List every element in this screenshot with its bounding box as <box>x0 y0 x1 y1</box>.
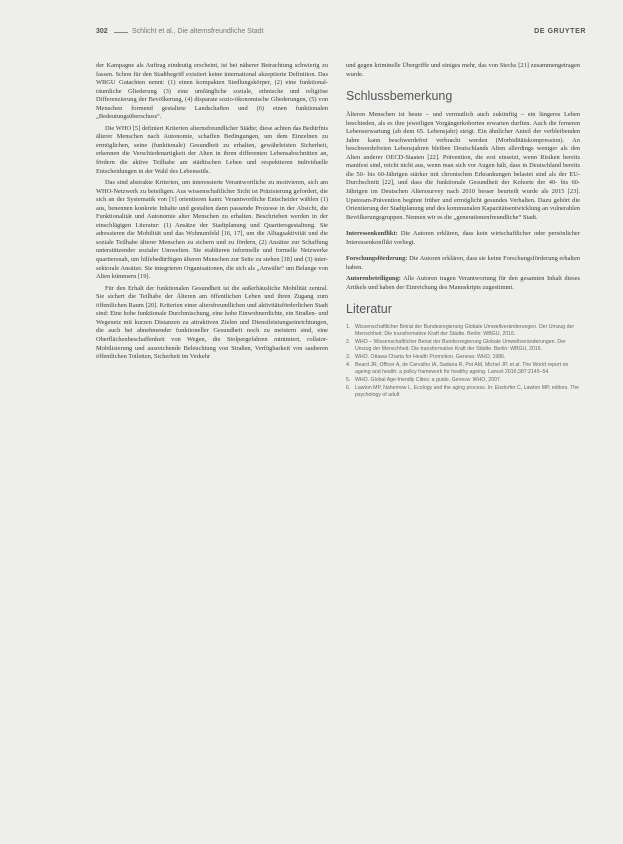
running-header <box>96 28 586 42</box>
reference-number: 6. <box>346 384 351 391</box>
declaration-label: Forschungsförderung: <box>346 255 408 263</box>
declaration-label: Interessenkonflikt: <box>346 230 398 238</box>
reference-number: 5. <box>346 376 351 383</box>
reference-number: 3. <box>346 354 351 361</box>
reference-text: Wissenschaftlicher Beirat der Bundesregierung Globale Umweltveränderungen. Der Umzug der Menschheit: Die transformative Kraft der Städte. Berlin: WBGU, 2016. <box>355 324 575 338</box>
body-paragraph: Die WHO [5] definiert Kriterien alternsfreundlicher Städte; diese achten das Bedürfnis älterer Menschen nach Autonomie, schaffen Bedingungen, um dem Einzelnen zu ermöglichen, seine (funktionale) Gesundheit zu erhalten, gewährleisten Sicherheit, erkennen die Verschiedenartigkeit der Alten in ihren differenten Lebensabschnitten an, fördern die aktive Teilhabe am städtischen Leben und respektieren individuelle Entscheidungen in der Wahl des Lebensstils. <box>96 124 328 175</box>
reference-text: Beard JR, Officer A, de Carvalho IA, Sadana R, Pot AM, Michel JP, et al. The World report on ageing and health: a policy framework for healthy ageing. Lancet 2016;387:2145–54. <box>355 362 569 375</box>
declaration-text: Die Autoren erklären, dass sie keine Forschungsförderung erhalten haben. <box>346 255 580 271</box>
reference-item <box>346 339 580 353</box>
reference-text: WHO. Ottawa Charta for Health Promotion. Geneva: WHO, 1986. <box>355 354 506 361</box>
reference-text: WHO. Global Age-friendly Cities: a guide. Geneva: WHO, 2007. <box>355 376 502 383</box>
declaration-conflict <box>346 230 580 247</box>
reference-item <box>346 377 580 384</box>
reference-item <box>346 362 580 376</box>
right-column <box>346 62 580 400</box>
declaration-text: Alle Autoren tragen Verantwortung für den gesamten Inhalt dieses Artikels und haben der Einreichung des Manuskripts zugestimmt. <box>346 275 580 291</box>
reference-item <box>346 324 580 338</box>
body-paragraph: und gegen kriminelle Übergriffe und einiges mehr, das von Stecks [21] zusammengetragen wurde. <box>346 62 580 78</box>
reference-list <box>346 324 580 398</box>
running-title: Schlicht et al., Die alternsfreundliche Stadt <box>132 28 264 35</box>
declaration-text: Die Autoren erklären, dass kein wirtschaftlicher oder persönlicher Interessenkonflikt vorliegt. <box>346 230 580 246</box>
declaration-label: Autorenbeteiligung: <box>346 275 401 283</box>
reference-text: WHO – Wissenschaftlicher Beirat der Bundesregierung Globale Umweltveränderungen. Der Umzug der Menschheit: Die transformative Kraft der Städte. Berlin: WBGU, 2016. <box>355 339 566 353</box>
left-column <box>96 62 328 365</box>
reference-number: 2. <box>346 339 351 346</box>
header-rule <box>114 32 128 33</box>
section-heading-references: Literatur <box>346 302 392 317</box>
body-paragraph: der Kampagne als Auftrag eindeutig erscheint, ist bei näherer Betrachtung schwierig zu fassen. Schon für den Stadtbegriff existiert keine international akzeptierte Definition. Das WBGU Gutachten nennt: (1) einen kompakten Siedlungskörper, (2) eine funktional-räumliche Gliederung (3) eine umfängliche soziale, ethnische und religiöse Differenzierung der Bevölkerung, (4) disparate sozio-ökonomische Gliederungen, (5) von Menschen formend gestaltete Landschaften und (6) einen funktionalen „Bedeutungsüberschuss“. <box>96 62 328 121</box>
page-number: 302 <box>96 28 108 35</box>
section-heading-conclusion: Schlussbemerkung <box>346 89 453 104</box>
declaration-funding <box>346 255 580 272</box>
reference-number: 1. <box>346 324 351 331</box>
reference-text: Lawton MP, Nahemow L. Ecology and the aging process. In: Eisdorfer C, Lawton MP, editors. The psychology of adult <box>355 384 580 398</box>
body-paragraph: Für den Erhalt der funktionalen Gesundheit ist die außerhäusliche Mobilität zentral. Sie sichert die Teilhabe der Älteren am öffentlichen Leben und ihren Zugang zum öffentlichen Raum [20]. Kriterien einer altersfreundlichen und aktivitätsförderlichen Stadt sind: Eine hohe funktionale Durchmischung, eine hohe Einwohnerdichte, ein Straßen- und Wegenetz mit kurzen Distanzen zu attraktiven Zielen und Dienstleistungseinrichtungen, die auch bei abnehmender funktioneller Gesundheit noch zu meistern sind, eine Oberflächenbeschaffenheit von Wegen, die Stolpergefahren minimiert, rollator-Mobilisierung und ausreichende Beleuchtung von Straßen, Verfügbarkeit von sauberen öffentlichen Toiletten, Sicherheit im Verkehr <box>96 284 328 361</box>
declaration-authorship <box>346 275 580 292</box>
publisher-logo: DE GRUYTER <box>534 28 586 35</box>
body-paragraph: Das sind abstrakte Kriterien, um interessierte Verantwortliche zu motivieren, sich am WHO-Netzwerk zu beteiligen. Aus wissenschaftlicher Sicht ist Präzisierung gefordert, die sich an der Systematik von [1] orientieren kann: Verantwortliche Entscheider wählen (1) aus, benennen konkrete Inhalte und gestalten dann passende Prozesse in der Absicht, die Funktionalität und Autonomie alter Menschen zu erhalten. Beschrieben werden in der einschlägigen Literatur: (1) Ansätze der Stadtplanung und Quartiersgestaltung. Sie adressieren die Mobilität und das Wohnumfeld [16, 17], um die Alltagsaktivität und die soziale Teilhabe älterer Menschen zu sichern und zu fördern, (2) Ansätze zur Schaffung unterstützender sozialer Umwelten. Sie etablieren informelle und formelle Netzwerke quartiersnah, um hilfebedürftigen älteren Menschen zur Seite zu stehen [18] und (3) inter-sektorale Ansätze. Sie integrieren Organisationen, die sich als „Anwälte“ um Belange von Alten kümmern [19]. <box>96 179 328 281</box>
reference-item <box>346 354 580 361</box>
reference-number: 4. <box>346 362 351 369</box>
reference-item <box>346 385 580 399</box>
body-paragraph: Älteren Menschen ist heute – und vermutlich auch zukünftig – ein längeres Leben beschieden, als es ihre jeweiligen Vorgängerkohorten erwarten durften. Auch die ferneren Lebenserwartung (ab dem 65. Lebensjahr) steigt. Ein ähnlicher Anteil der verbleibenden Jahre kann beschwerdefrei verbracht werden (Morbiditätskompression). An beschwerdefreien Lebensjahren bleiben Deutschlands Alten allerdings weniger als den Alten anderer OECD-Staaten [22]. Prävention, die erst einsetzt, wenn Risiken bereits manifest sind, reicht nicht aus, wenn man sich vor Augen hält, dass in Deutschland bereits die 50- bis 60-Jährigen stärker mit chronischen Erkrankungen belastet sind als der EU-Durchschnitt [22], und dass die funktionale Gesundheit der Kohorte der 40- bis 60-Jährigen im Deutschen Alterssurvey nach 2010 besser beurteilt wurde als 2015 [23]. Upstream-Prävention beginnt früher und ermöglicht gesundes Verhalten. Dazu gehört die Orientierung der Stadtplanung und des kommunalen Kapazitätsentwicklung an vulnerablen Bevölkerungsgruppen. Nennen wir es die „generationenfreundliche“ Stadt. <box>346 111 580 221</box>
